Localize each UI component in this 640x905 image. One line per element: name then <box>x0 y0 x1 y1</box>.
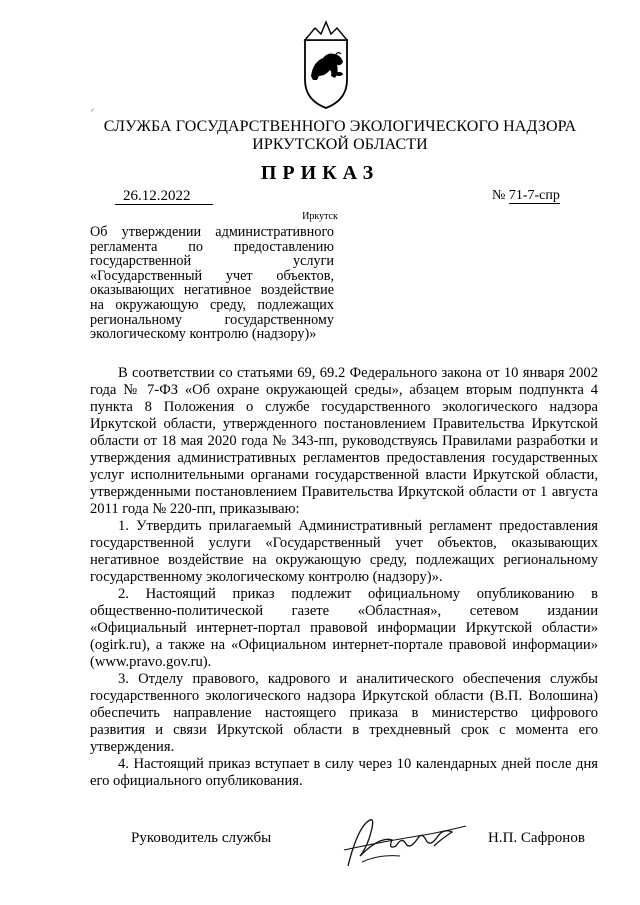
organization-name: СЛУЖБА ГОСУДАРСТВЕННОГО ЭКОЛОГИЧЕСКОГО НАДЗОРА ИРКУТСКОЙ ОБЛАСТИ <box>103 118 577 153</box>
document-date: 26.12.2022 <box>115 188 213 205</box>
number-prefix: № <box>492 188 506 203</box>
document-type: ПРИКАЗ <box>260 162 380 184</box>
document-subject: Об утверждении административного регламента по предоставлению государственной услуги «Государственный учет объектов, оказывающих негативное воздействие на окружающую среду, подлежащих региональному государственному экологическому контролю (надзору)» <box>90 224 334 343</box>
order-item-3: 3. Отделу правового, кадрового и аналитического обеспечения службы государственного экологического надзора Иркутской области (В.П. Волошина) обеспечить направление настоящего приказа в министерство цифрового развития и связи Иркутской области в трехдневный срок с момента его утверждения. <box>90 671 598 755</box>
coat-of-arms-icon <box>301 18 351 110</box>
order-item-2: 2. Настоящий приказ подлежит официальному опубликованию в общественно-политической газете «Областная», сетевом издании «Официальный интернет-портал правовой информации Иркутской области» (ogirk.ru), а также на «Официальном интернет-портале правовой информации» (www.pravo.gov.ru). <box>90 586 598 670</box>
document-number <box>492 188 560 204</box>
scan-mark: ✓ <box>90 108 96 114</box>
order-item-1: 1. Утвердить прилагаемый Административный регламент предоставления государственной услуги «Государственный учет объектов, оказывающих негативное воздействие на окружающую среду, подлежащих региональному государственному экологическому контролю (надзору)». <box>90 518 598 585</box>
signer-role: Руководитель службы <box>131 830 272 846</box>
number-value: 71-7-спр <box>508 188 560 203</box>
document-city: Иркутск <box>302 211 338 222</box>
document-body <box>90 365 598 790</box>
handwritten-signature <box>340 806 470 876</box>
order-item-4: 4. Настоящий приказ вступает в силу через 10 календарных дней после дня его официального опубликования. <box>90 756 598 789</box>
preamble-paragraph: В соответствии со статьями 69, 69.2 Федерального закона от 10 января 2002 года № 7-ФЗ «Об охране окружающей среды», абзацем вторым подпункта 4 пункта 8 Положения о службе государственного экологического надзора Иркутской области, утвержденного постановлением Правительства Иркутской области от 18 мая 2020 года № 343-пп, руководствуясь Правилами разработки и утверждения административных регламентов предоставления государственных услуг исполнительными органами государственной власти Иркутской области, утвержденными постановлением Правительства Иркутской области от 1 августа 2011 года № 220-пп, приказываю: <box>90 365 598 517</box>
signer-name: Н.П. Сафронов <box>488 830 585 846</box>
